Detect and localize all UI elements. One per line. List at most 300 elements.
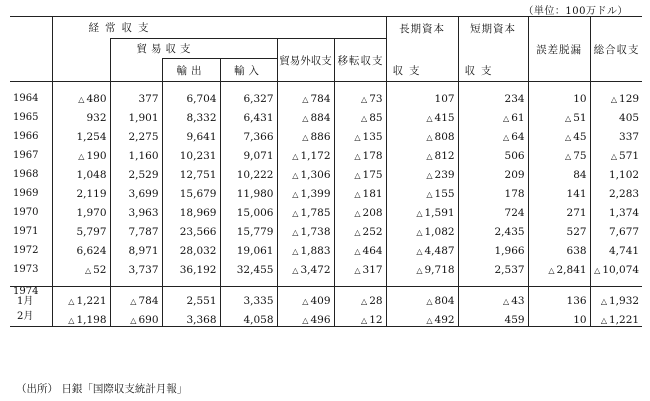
cell-value: 405 (619, 111, 640, 124)
cell-exports (162, 260, 220, 279)
cell-invisible-trade (277, 127, 334, 146)
cell-trade-balance (110, 287, 162, 308)
cell-invisible-trade (277, 260, 334, 279)
negative-marker: △ (292, 189, 299, 199)
cell-value: 43 (511, 295, 525, 307)
header-long-term-capital: 長期資本 (386, 17, 458, 59)
table-row (10, 184, 642, 203)
cell-value: 3,699 (128, 187, 159, 200)
row-year: 1966 (10, 127, 52, 146)
cell-value: 884 (310, 111, 331, 124)
cell-current-account (52, 108, 110, 127)
cell-invisible-trade (277, 287, 334, 308)
cell-value: 527 (566, 225, 587, 238)
cell-short-term-capital (458, 89, 528, 108)
cell-long-term-capital (386, 287, 458, 308)
cell-overall-balance (590, 307, 642, 327)
table-row (10, 307, 642, 327)
cell-invisible-trade (277, 222, 334, 241)
cell-errors-omissions (528, 89, 590, 108)
cell-value: 28 (369, 295, 383, 307)
cell-overall-balance (590, 127, 642, 146)
cell-value: 3,737 (128, 263, 159, 276)
cell-imports (220, 222, 277, 241)
negative-marker: △ (292, 227, 299, 237)
cell-overall-balance (590, 108, 642, 127)
cell-exports (162, 127, 220, 146)
cell-trade-balance (110, 241, 162, 260)
cell-current-account (52, 89, 110, 108)
cell-value: 886 (310, 130, 331, 143)
cell-long-term-capital (386, 146, 458, 165)
negative-marker: △ (78, 94, 85, 104)
cell-trade-balance (110, 165, 162, 184)
row-period-month: 1月 (17, 296, 34, 307)
cell-transfers (334, 260, 386, 279)
negative-marker: △ (426, 297, 433, 306)
negative-marker: △ (361, 94, 368, 104)
cell-value: 1,221 (609, 314, 640, 326)
unit-note: （単位：100万ドル） (523, 6, 628, 17)
cell-value: 141 (566, 187, 587, 200)
negative-marker: △ (130, 297, 137, 306)
cell-invisible-trade (277, 307, 334, 327)
negative-marker: △ (426, 316, 433, 325)
negative-marker: △ (610, 94, 618, 104)
row-period-year: 1974 (13, 286, 39, 297)
source-note: （出所） 日銀「国際収支統計月報」 (16, 383, 188, 395)
negative-marker: △ (548, 265, 555, 275)
cell-value: 690 (138, 314, 159, 326)
negative-marker: △ (361, 113, 368, 123)
table-row (10, 222, 642, 241)
row-year: 1968 (10, 165, 52, 184)
cell-value: 4,741 (609, 244, 640, 257)
cell-value: 1,374 (609, 206, 640, 219)
cell-value: 6,704 (186, 92, 217, 105)
negative-marker: △ (503, 132, 510, 142)
cell-overall-balance (590, 203, 642, 222)
cell-trade-balance (110, 222, 162, 241)
cell-exports (162, 307, 220, 327)
cell-overall-balance (590, 260, 642, 279)
cell-overall-balance (590, 287, 642, 308)
cell-transfers (334, 127, 386, 146)
cell-value: 337 (619, 130, 640, 143)
cell-exports (162, 165, 220, 184)
cell-value: 32,455 (236, 263, 274, 276)
cell-errors-omissions (528, 184, 590, 203)
cell-value: 12 (369, 314, 383, 326)
negative-marker: △ (565, 151, 572, 161)
cell-current-account (52, 241, 110, 260)
cell-value: 1,901 (128, 111, 159, 124)
cell-value: 178 (362, 149, 383, 162)
cell-short-term-capital (458, 165, 528, 184)
cell-transfers (334, 287, 386, 308)
negative-marker: △ (354, 227, 361, 237)
table-row (10, 146, 642, 165)
cell-value: 1,883 (300, 244, 331, 257)
cell-value: 10,231 (179, 149, 217, 162)
table-row (10, 260, 642, 279)
cell-value: 129 (619, 92, 640, 105)
cell-trade-balance (110, 260, 162, 279)
cell-current-account (52, 287, 110, 308)
cell-value: 1,102 (609, 168, 640, 181)
cell-current-account (52, 222, 110, 241)
cell-imports (220, 203, 277, 222)
negative-marker: △ (416, 265, 423, 275)
cell-value: 181 (362, 187, 383, 200)
cell-value: 1,970 (76, 206, 107, 219)
cell-value: 85 (369, 111, 383, 124)
cell-invisible-trade (277, 241, 334, 260)
cell-imports (220, 241, 277, 260)
cell-transfers (334, 307, 386, 327)
cell-exports (162, 222, 220, 241)
row-year: 1973 (10, 260, 52, 279)
cell-trade-balance (110, 307, 162, 327)
negative-marker: △ (600, 316, 607, 325)
cell-value: 1,785 (300, 206, 331, 219)
table-row (10, 127, 642, 146)
cell-imports (220, 146, 277, 165)
cell-value: 208 (362, 206, 383, 219)
cell-value: 8,332 (186, 111, 217, 124)
cell-value: 7,787 (128, 225, 159, 238)
cell-transfers (334, 89, 386, 108)
cell-trade-balance (110, 127, 162, 146)
row-year: 1967 (10, 146, 52, 165)
cell-value: 1,048 (76, 168, 107, 181)
cell-value: 73 (369, 92, 383, 105)
table-row (10, 89, 642, 108)
cell-imports (220, 260, 277, 279)
negative-marker: △ (600, 297, 607, 306)
cell-value: 415 (434, 111, 455, 124)
cell-value: 464 (362, 244, 383, 257)
negative-marker: △ (354, 246, 361, 256)
cell-errors-omissions (528, 260, 590, 279)
cell-value: 6,624 (76, 244, 107, 257)
cell-value: 271 (566, 206, 587, 219)
negative-marker: △ (426, 113, 433, 123)
header-current-account: 経常収支 (52, 17, 386, 39)
cell-value: 496 (310, 314, 331, 326)
cell-value: 3,335 (243, 295, 274, 307)
cell-exports (162, 241, 220, 260)
cell-value: 8,971 (128, 244, 159, 257)
header-year (10, 17, 52, 82)
negative-marker: △ (354, 170, 361, 180)
cell-value: 15,006 (236, 206, 274, 219)
cell-long-term-capital (386, 165, 458, 184)
negative-marker: △ (361, 316, 368, 325)
cell-value: 377 (138, 92, 159, 105)
cell-value: 784 (310, 92, 331, 105)
cell-value: 11,980 (236, 187, 274, 200)
cell-value: 2,841 (556, 263, 587, 276)
negative-marker: △ (426, 189, 433, 199)
cell-value: 209 (504, 168, 525, 181)
cell-value: 571 (619, 149, 640, 162)
cell-value: 3,472 (300, 263, 331, 276)
cell-value: 804 (434, 295, 455, 307)
cell-exports (162, 287, 220, 308)
cell-long-term-capital (386, 89, 458, 108)
row-year: 1970 (10, 203, 52, 222)
cell-long-term-capital (386, 222, 458, 241)
cell-exports (162, 203, 220, 222)
cell-exports (162, 146, 220, 165)
cell-value: 52 (93, 263, 107, 276)
cell-trade-balance (110, 89, 162, 108)
cell-trade-balance (110, 146, 162, 165)
negative-marker: △ (302, 297, 309, 306)
negative-marker: △ (292, 208, 299, 218)
negative-marker: △ (302, 94, 309, 104)
cell-long-term-capital (386, 307, 458, 327)
negative-marker: △ (84, 265, 92, 275)
cell-short-term-capital (458, 146, 528, 165)
cell-short-term-capital (458, 108, 528, 127)
cell-value: 51 (573, 111, 587, 124)
cell-long-term-capital (386, 127, 458, 146)
cell-value: 234 (504, 92, 525, 105)
negative-marker: △ (565, 113, 572, 123)
cell-value: 15,679 (179, 187, 217, 200)
cell-value: 1,082 (424, 225, 455, 238)
negative-marker: △ (354, 189, 361, 199)
cell-value: 18,969 (179, 206, 217, 219)
cell-value: 10 (573, 92, 587, 105)
header-overall-balance: 総合収支 (590, 17, 642, 82)
cell-value: 1,172 (300, 149, 331, 162)
table-row (10, 203, 642, 222)
row-year: 1971 (10, 222, 52, 241)
cell-value: 1,306 (300, 168, 331, 181)
table-row (10, 165, 642, 184)
cell-trade-balance (110, 203, 162, 222)
negative-marker: △ (594, 265, 601, 275)
cell-invisible-trade (277, 108, 334, 127)
cell-value: 2,529 (128, 168, 159, 181)
row-year: 1972 (10, 241, 52, 260)
cell-value: 9,641 (186, 130, 217, 143)
cell-short-term-capital (458, 260, 528, 279)
cell-short-term-capital (458, 127, 528, 146)
cell-value: 28,032 (179, 244, 217, 257)
gap-row (10, 82, 642, 90)
negative-marker: △ (302, 113, 309, 123)
cell-imports (220, 127, 277, 146)
negative-marker: △ (416, 227, 423, 237)
negative-marker: △ (354, 265, 361, 275)
negative-marker: △ (426, 151, 433, 161)
cell-current-account (52, 260, 110, 279)
cell-value: 10,074 (602, 263, 640, 276)
cell-overall-balance (590, 241, 642, 260)
cell-value: 2,283 (609, 187, 640, 200)
cell-overall-balance (590, 184, 642, 203)
cell-value: 10,222 (236, 168, 274, 181)
cell-exports (162, 108, 220, 127)
cell-value: 1,738 (300, 225, 331, 238)
cell-invisible-trade (277, 89, 334, 108)
cell-value: 638 (566, 244, 587, 257)
cell-value: 1,160 (128, 149, 159, 162)
cell-value: 808 (434, 130, 455, 143)
cell-long-term-capital (386, 260, 458, 279)
negative-marker: △ (565, 132, 572, 142)
negative-marker: △ (354, 208, 361, 218)
cell-value: 2,537 (494, 263, 525, 276)
header-imports: 輸入 (220, 59, 277, 82)
negative-marker: △ (292, 151, 299, 161)
cell-overall-balance (590, 89, 642, 108)
cell-transfers (334, 222, 386, 241)
cell-value: 64 (511, 130, 525, 143)
row-period-month: 2月 (17, 310, 34, 322)
cell-short-term-capital (458, 203, 528, 222)
table-header (10, 17, 642, 82)
cell-overall-balance (590, 146, 642, 165)
row-period (10, 287, 52, 308)
cell-value: 2,551 (186, 295, 217, 307)
table-row (10, 108, 642, 127)
cell-value: 190 (86, 149, 107, 162)
cell-overall-balance (590, 165, 642, 184)
cell-errors-omissions (528, 146, 590, 165)
cell-errors-omissions (528, 287, 590, 308)
negative-marker: △ (503, 113, 510, 123)
cell-value: 75 (573, 149, 587, 162)
table-row (10, 287, 642, 308)
negative-marker: △ (292, 265, 299, 275)
cell-imports (220, 287, 277, 308)
cell-short-term-capital (458, 184, 528, 203)
cell-invisible-trade (277, 165, 334, 184)
cell-transfers (334, 203, 386, 222)
cell-value: 4,487 (424, 244, 455, 257)
cell-short-term-capital (458, 241, 528, 260)
header-short-term-capital-2: 収支 (458, 59, 528, 82)
header-trade-balance: 貿易収支 (110, 39, 277, 59)
cell-imports (220, 165, 277, 184)
cell-value: 5,797 (76, 225, 107, 238)
negative-marker: △ (292, 246, 299, 256)
cell-value: 1,254 (76, 130, 107, 143)
cell-value: 1,399 (300, 187, 331, 200)
negative-marker: △ (68, 297, 75, 306)
cell-value: 155 (434, 187, 455, 200)
cell-errors-omissions (528, 165, 590, 184)
negative-marker: △ (610, 151, 618, 161)
cell-value: 6,327 (243, 92, 274, 105)
cell-current-account (52, 203, 110, 222)
cell-value: 12,751 (179, 168, 217, 181)
cell-trade-balance (110, 184, 162, 203)
cell-value: 175 (362, 168, 383, 181)
cell-value: 4,058 (243, 314, 274, 326)
negative-marker: △ (426, 132, 433, 142)
cell-short-term-capital (458, 287, 528, 308)
cell-value: 812 (434, 149, 455, 162)
cell-errors-omissions (528, 127, 590, 146)
cell-value: 3,963 (128, 206, 159, 219)
cell-long-term-capital (386, 108, 458, 127)
cell-value: 15,779 (236, 225, 274, 238)
cell-imports (220, 89, 277, 108)
cell-value: 7,366 (243, 130, 274, 143)
cell-value: 178 (504, 187, 525, 200)
cell-errors-omissions (528, 108, 590, 127)
negative-marker: △ (503, 297, 510, 306)
header-current-account-spacer (52, 39, 110, 82)
negative-marker: △ (302, 132, 309, 142)
cell-value: 10 (573, 314, 587, 326)
cell-transfers (334, 184, 386, 203)
header-trade-balance-spacer (110, 59, 162, 82)
cell-value: 3,368 (186, 314, 217, 326)
monthly-rows (10, 287, 642, 327)
annual-rows (10, 82, 642, 287)
cell-errors-omissions (528, 241, 590, 260)
cell-value: 2,119 (76, 187, 107, 200)
cell-value: 1,591 (424, 206, 455, 219)
cell-value: 784 (138, 295, 159, 307)
cell-short-term-capital (458, 307, 528, 327)
cell-value: 317 (362, 263, 383, 276)
cell-transfers (334, 108, 386, 127)
cell-value: 239 (434, 168, 455, 181)
cell-imports (220, 307, 277, 327)
cell-value: 84 (573, 168, 587, 181)
header-long-term-capital-2: 収支 (386, 59, 458, 82)
balance-of-payments-table (10, 16, 642, 327)
cell-short-term-capital (458, 222, 528, 241)
cell-imports (220, 184, 277, 203)
header-invisible-trade: 貿易外収支 (277, 39, 334, 82)
cell-long-term-capital (386, 241, 458, 260)
row-period (10, 307, 52, 327)
header-short-term-capital: 短期資本 (458, 17, 528, 59)
cell-current-account (52, 307, 110, 327)
negative-marker: △ (68, 316, 75, 325)
cell-value: 23,566 (179, 225, 217, 238)
cell-value: 1,966 (494, 244, 525, 257)
cell-transfers (334, 241, 386, 260)
cell-long-term-capital (386, 184, 458, 203)
negative-marker: △ (416, 208, 423, 218)
cell-value: 6,431 (243, 111, 274, 124)
cell-value: 1,932 (609, 295, 640, 307)
cell-value: 7,677 (609, 225, 640, 238)
cell-value: 459 (504, 314, 525, 326)
cell-errors-omissions (528, 222, 590, 241)
negative-marker: △ (416, 246, 423, 256)
negative-marker: △ (354, 151, 361, 161)
cell-value: 135 (362, 130, 383, 143)
cell-exports (162, 184, 220, 203)
cell-value: 136 (566, 295, 587, 307)
header-exports: 輸出 (162, 59, 220, 82)
cell-value: 409 (310, 295, 331, 307)
cell-value: 61 (511, 111, 525, 124)
negative-marker: △ (361, 297, 368, 306)
cell-errors-omissions (528, 203, 590, 222)
